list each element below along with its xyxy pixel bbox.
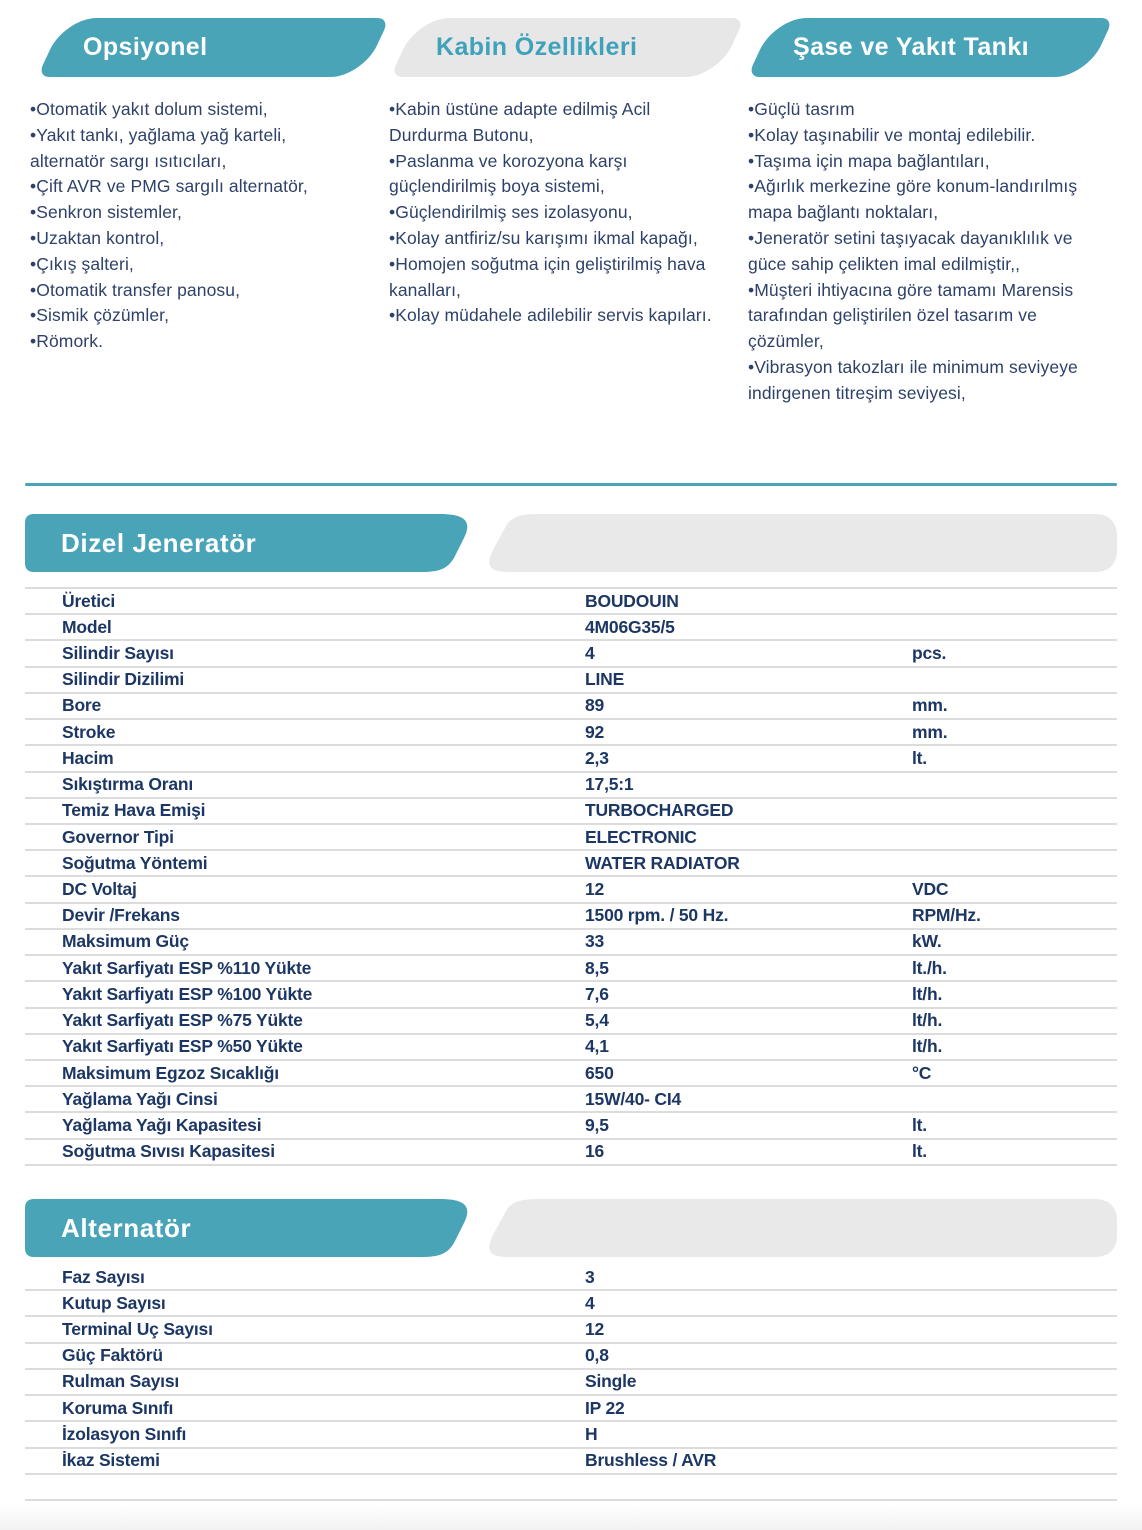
tab-sase-ve-yakit-tanki-label: Şase ve Yakıt Tankı bbox=[793, 33, 1029, 61]
spec-label: Kutup Sayısı bbox=[62, 1292, 166, 1313]
section-title-dizel-jenerator: Dizel Jeneratör bbox=[61, 527, 257, 558]
spec-unit: lt. bbox=[912, 1141, 927, 1162]
table-row bbox=[25, 877, 1117, 903]
spec-table-dizel-jenerator bbox=[25, 587, 1117, 1166]
spec-label: Üretici bbox=[62, 590, 116, 611]
bullet-item: •Jeneratör setini taşıyacak dayanıklılık ve güce sahip çelikten imal edilmiştir,, bbox=[748, 227, 1073, 274]
spec-value: TURBOCHARGED bbox=[585, 800, 734, 821]
spec-value: 3 bbox=[585, 1266, 595, 1287]
table-row bbox=[25, 1291, 1117, 1317]
bullet-column-kabin bbox=[389, 97, 722, 329]
spec-label: Soğutma Yöntemi bbox=[62, 852, 208, 873]
spec-label: Sıkıştırma Oranı bbox=[62, 774, 194, 795]
spec-label: Devir /Frekans bbox=[62, 905, 180, 926]
spec-value: 12 bbox=[585, 879, 605, 900]
spec-label: Yakıt Sarfiyatı ESP %50 Yükte bbox=[62, 1036, 303, 1057]
spec-label: Terminal Uç Sayısı bbox=[62, 1319, 213, 1340]
tab-kabin-ozellikleri bbox=[390, 18, 745, 77]
spec-value: 17,5:1 bbox=[585, 774, 634, 795]
tab-opsiyonel bbox=[37, 18, 390, 77]
bullet-item: •Paslanma ve korozyona karşı güçlendirilmiş boya sistemi, bbox=[389, 150, 628, 197]
table-row bbox=[25, 1475, 1117, 1501]
bullet-item: •Otomatik yakıt dolum sistemi, bbox=[30, 99, 268, 119]
bullet-item: •Vibrasyon takozları ile minimum seviyeye indirgenen titreşim seviyesi, bbox=[748, 356, 1078, 403]
spec-value: 7,6 bbox=[585, 983, 609, 1004]
spec-label: Maksimum Egzoz Sıcaklığı bbox=[62, 1062, 279, 1083]
bullet-item: •Kabin üstüne adapte edilmiş Acil Durdurma Butonu, bbox=[389, 99, 651, 145]
table-row bbox=[25, 1449, 1117, 1475]
spec-value: Brushless / AVR bbox=[585, 1450, 717, 1471]
spec-value: Single bbox=[585, 1371, 637, 1392]
bullet-column-sase bbox=[748, 97, 1112, 407]
tab-sase-ve-yakit-tanki bbox=[747, 18, 1114, 77]
spec-value: 8,5 bbox=[585, 957, 609, 978]
spec-label: Yağlama Yağı Kapasitesi bbox=[62, 1114, 262, 1135]
table-row bbox=[25, 641, 1117, 667]
table-row bbox=[25, 825, 1117, 851]
spec-label: Bore bbox=[62, 695, 102, 716]
spec-unit: pcs. bbox=[912, 643, 947, 664]
table-row bbox=[25, 615, 1117, 641]
bullet-item: •Homojen soğutma için geliştirilmiş hava kanalları, bbox=[389, 253, 706, 300]
spec-value: BOUDOUIN bbox=[585, 590, 679, 611]
spec-label: Governor Tipi bbox=[62, 826, 174, 847]
spec-value: 89 bbox=[585, 695, 605, 716]
table-row bbox=[25, 1422, 1117, 1448]
table-row bbox=[25, 982, 1117, 1008]
table-row bbox=[25, 668, 1117, 694]
table-row bbox=[25, 1317, 1117, 1343]
spec-value: 2,3 bbox=[585, 747, 609, 768]
bullet-item: •Senkron sistemler, bbox=[30, 202, 182, 223]
spec-value: 4 bbox=[585, 1292, 595, 1313]
spec-value: 16 bbox=[585, 1141, 605, 1162]
table-row bbox=[25, 1265, 1117, 1291]
bullet-item: •Kolay müdahele adilebilir servis kapıları. bbox=[389, 305, 712, 326]
spec-unit: mm. bbox=[912, 695, 948, 716]
spec-label: Temiz Hava Emişi bbox=[62, 800, 206, 821]
spec-label: Rulman Sayısı bbox=[62, 1371, 180, 1392]
bullet-item: •Taşıma için mapa bağlantıları, bbox=[748, 150, 990, 171]
spec-value: H bbox=[585, 1423, 598, 1444]
bullet-item: •Römork. bbox=[30, 331, 104, 352]
spec-unit: mm. bbox=[912, 721, 948, 742]
spec-label: Silindir Sayısı bbox=[62, 643, 174, 664]
spec-unit: lt/h. bbox=[912, 1036, 943, 1057]
section-ribbon-gray-shape bbox=[488, 1199, 1117, 1257]
teal-divider-rule bbox=[25, 483, 1117, 486]
table-row bbox=[25, 851, 1117, 877]
spec-unit: lt/h. bbox=[912, 1010, 943, 1031]
tab-kabin-ozellikleri-label: Kabin Özellikleri bbox=[436, 33, 638, 61]
table-row bbox=[25, 1087, 1117, 1113]
bullet-item: •Uzaktan kontrol, bbox=[30, 227, 165, 248]
spec-value: 4 bbox=[585, 643, 595, 664]
spec-value: WATER RADIATOR bbox=[585, 852, 740, 873]
spec-value: 9,5 bbox=[585, 1114, 609, 1135]
bullet-item: •Çift AVR ve PMG sargılı alternatör, bbox=[30, 176, 308, 197]
table-row bbox=[25, 1396, 1117, 1422]
spec-label: İzolasyon Sınıfı bbox=[62, 1423, 187, 1444]
spec-label: Stroke bbox=[62, 721, 116, 742]
table-row bbox=[25, 799, 1117, 825]
spec-label: Yakıt Sarfiyatı ESP %110 Yükte bbox=[62, 957, 312, 978]
bullet-item: •Yakıt tankı, yağlama yağ karteli, alternatör sargı ısıtıcıları, bbox=[30, 124, 287, 171]
table-row bbox=[25, 1140, 1117, 1166]
spec-label: Silindir Dizilimi bbox=[62, 669, 185, 690]
spec-label: Soğutma Sıvısı Kapasitesi bbox=[62, 1141, 275, 1162]
table-row bbox=[25, 1113, 1117, 1139]
tab-opsiyonel-label: Opsiyonel bbox=[83, 33, 208, 61]
spec-unit: kW. bbox=[912, 931, 942, 952]
spec-label: Güç Faktörü bbox=[62, 1345, 163, 1366]
section-ribbon-gray-shape bbox=[488, 514, 1117, 572]
spec-label: Hacim bbox=[62, 747, 114, 768]
spec-unit: lt./h. bbox=[912, 957, 947, 978]
spec-value: 650 bbox=[585, 1062, 614, 1083]
table-row bbox=[25, 1061, 1117, 1087]
spec-unit: lt. bbox=[912, 747, 927, 768]
spec-label: Faz Sayısı bbox=[62, 1266, 145, 1287]
table-row bbox=[25, 589, 1117, 615]
table-row bbox=[25, 694, 1117, 720]
spec-value: 4,1 bbox=[585, 1036, 609, 1057]
spec-label: Yağlama Yağı Cinsi bbox=[62, 1088, 218, 1109]
spec-label: Yakıt Sarfiyatı ESP %75 Yükte bbox=[62, 1010, 303, 1031]
spec-value: 15W/40- CI4 bbox=[585, 1088, 682, 1109]
spec-value: 92 bbox=[585, 721, 605, 742]
spec-label: Yakıt Sarfiyatı ESP %100 Yükte bbox=[62, 983, 313, 1004]
spec-unit: RPM/Hz. bbox=[912, 905, 981, 926]
spec-value: 5,4 bbox=[585, 1010, 609, 1031]
table-row bbox=[25, 1344, 1117, 1370]
spec-label: Koruma Sınıfı bbox=[62, 1397, 174, 1418]
bullet-column-opsiyonel bbox=[30, 97, 357, 355]
spec-unit: VDC bbox=[912, 879, 949, 900]
bullet-item: •Güçlü tasrım bbox=[748, 99, 855, 119]
bullet-item: •Sismik çözümler, bbox=[30, 305, 170, 326]
table-row bbox=[25, 904, 1117, 930]
bullet-item: •Güçlendirilmiş ses izolasyonu, bbox=[389, 202, 633, 223]
spec-value: 12 bbox=[585, 1319, 605, 1340]
spec-unit: lt. bbox=[912, 1114, 927, 1135]
spec-value: 4M06G35/5 bbox=[585, 616, 675, 637]
spec-value: LINE bbox=[585, 669, 625, 690]
spec-value: IP 22 bbox=[585, 1397, 625, 1418]
section-header-dizel-jenerator bbox=[25, 514, 1117, 572]
spec-value: 1500 rpm. / 50 Hz. bbox=[585, 905, 729, 926]
bullet-item: •Otomatik transfer panosu, bbox=[30, 279, 241, 300]
table-row bbox=[25, 956, 1117, 982]
table-row bbox=[25, 930, 1117, 956]
spec-unit: °C bbox=[912, 1062, 932, 1083]
table-row bbox=[25, 1035, 1117, 1061]
spec-value: ELECTRONIC bbox=[585, 826, 697, 847]
spec-table-alternator bbox=[25, 1265, 1117, 1501]
section-header-alternator bbox=[25, 1199, 1117, 1257]
bullet-item: •Ağırlık merkezine göre konum-landırılmış mapa bağlantı noktaları, bbox=[748, 176, 1078, 223]
table-row bbox=[25, 720, 1117, 746]
table-row bbox=[25, 1370, 1117, 1396]
bullet-item: •Kolay taşınabilir ve montaj edilebilir. bbox=[748, 124, 1036, 145]
spec-label: DC Voltaj bbox=[62, 879, 137, 900]
spec-label: Model bbox=[62, 616, 112, 637]
spec-unit: lt/h. bbox=[912, 983, 943, 1004]
section-title-alternator: Alternatör bbox=[61, 1212, 192, 1243]
spec-label: İkaz Sistemi bbox=[62, 1450, 160, 1471]
table-row bbox=[25, 1009, 1117, 1035]
spec-label: Maksimum Güç bbox=[62, 931, 189, 952]
spec-value: 33 bbox=[585, 931, 605, 952]
table-row bbox=[25, 746, 1117, 772]
bullet-item: •Müşteri ihtiyacına göre tamamı Marensis tarafından geliştirilen özel tasarım ve çözümler, bbox=[748, 279, 1074, 352]
bullet-item: •Çıkış şalteri, bbox=[30, 253, 134, 274]
bullet-item: •Kolay antfiriz/su karışımı ikmal kapağı, bbox=[389, 227, 698, 248]
table-row bbox=[25, 773, 1117, 799]
spec-value: 0,8 bbox=[585, 1345, 609, 1366]
